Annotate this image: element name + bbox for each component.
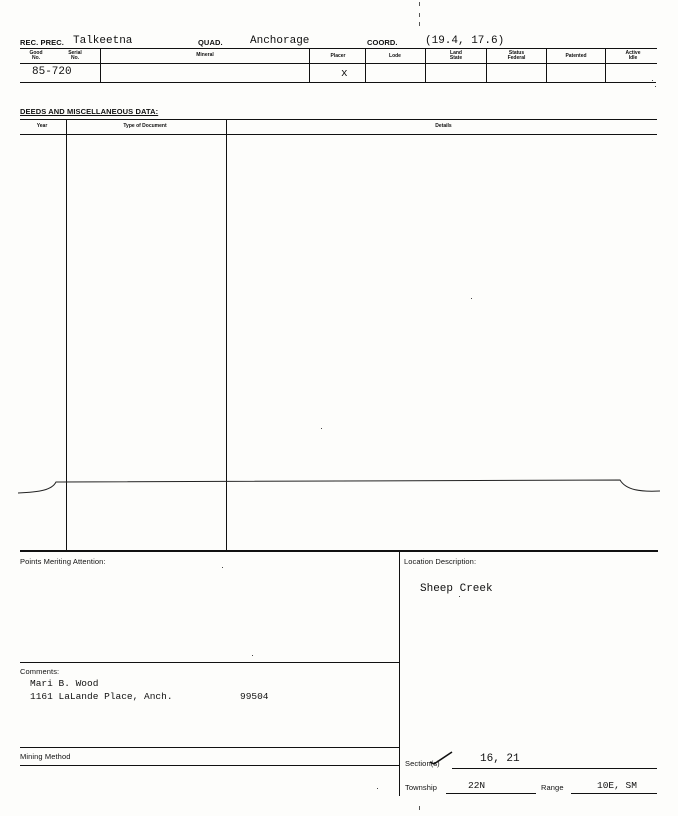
- range-underline: [571, 793, 657, 794]
- scan-speck-3: [222, 567, 223, 568]
- hdr-sep-4: [425, 48, 426, 82]
- col-active-idle: Active Idle: [625, 50, 641, 61]
- header-line-bottom: [20, 82, 656, 83]
- township-label: Township: [405, 783, 438, 792]
- location-label: Location Description:: [404, 557, 477, 566]
- coord-value: (19.4, 17.6): [425, 35, 505, 47]
- col-patented: Patented: [565, 53, 587, 59]
- scan-speck-1: [471, 298, 472, 299]
- sections-label: Section(s): [405, 759, 440, 768]
- scan-tick-top-1: [419, 2, 420, 6]
- points-label: Points Meriting Attention:: [20, 557, 106, 566]
- lower-center-divider: [399, 551, 400, 796]
- quad-value: Anchorage: [250, 35, 310, 47]
- scan-speck-6: [652, 80, 653, 81]
- col-serial-no: Serial No.: [68, 50, 82, 61]
- good-no-value: 85-720: [32, 66, 72, 78]
- deeds-col-type: Type of Document: [123, 123, 167, 129]
- scan-speck-2: [321, 428, 322, 429]
- col-lode: Lode: [389, 53, 401, 59]
- sections-value: 16, 21: [480, 753, 520, 765]
- mining-line-bottom: [20, 765, 399, 766]
- col-land-state: Land State: [449, 50, 463, 61]
- location-value: Sheep Creek: [420, 583, 493, 595]
- placer-mark: x: [341, 68, 348, 80]
- comments-line-top: [20, 662, 399, 663]
- fold-seam: [0, 470, 678, 500]
- township-underline: [446, 793, 536, 794]
- scan-speck-8: [459, 596, 460, 597]
- deeds-col-details: Details: [435, 123, 452, 129]
- range-label: Range: [541, 783, 564, 792]
- col-good-no: Good No.: [29, 50, 43, 61]
- header-line-mid: [20, 63, 657, 64]
- deeds-col-year: Year: [36, 123, 48, 129]
- range-value: 10E, SM: [597, 780, 637, 791]
- sections-underline: [452, 768, 657, 769]
- scan-speck-4: [252, 655, 253, 656]
- hdr-sep-3: [365, 48, 366, 82]
- deeds-line-bottom: [20, 550, 658, 552]
- check-mark-icon: [428, 750, 454, 766]
- col-placer: Placer: [330, 53, 346, 59]
- rec-prec-label: REC. PREC.: [20, 38, 64, 47]
- header-line-top: [20, 48, 657, 49]
- col-status-federal: Status Federal: [507, 50, 526, 61]
- hdr-sep-2: [309, 48, 310, 82]
- township-value: 22N: [468, 780, 486, 791]
- deeds-title: DEEDS AND MISCELLANEOUS DATA:: [20, 107, 159, 116]
- comments-line-2-zip: 99504: [240, 691, 269, 702]
- scan-speck-7: [655, 86, 656, 87]
- scan-speck-5: [377, 788, 378, 789]
- hdr-sep-1: [100, 48, 101, 82]
- scan-tick-top-2: [419, 13, 420, 17]
- mining-method-label: Mining Method: [20, 752, 71, 761]
- comments-line-2-address: 1161 LaLande Place, Anch.: [30, 691, 173, 702]
- comments-line-1: Mari B. Wood: [30, 678, 99, 689]
- rec-prec-value: Talkeetna: [73, 35, 133, 47]
- hdr-sep-6: [546, 48, 547, 82]
- comments-label: Comments:: [20, 667, 60, 676]
- hdr-sep-7: [605, 48, 606, 82]
- quad-label: QUAD.: [198, 38, 223, 47]
- deeds-line-top: [20, 119, 657, 120]
- scan-tick-bottom: [419, 806, 420, 810]
- coord-label: COORD.: [367, 38, 398, 47]
- col-mineral: Mineral: [196, 52, 214, 58]
- hdr-sep-5: [486, 48, 487, 82]
- deeds-line-header: [20, 134, 657, 135]
- scan-tick-top-3: [419, 22, 420, 26]
- mining-line-top: [20, 747, 399, 748]
